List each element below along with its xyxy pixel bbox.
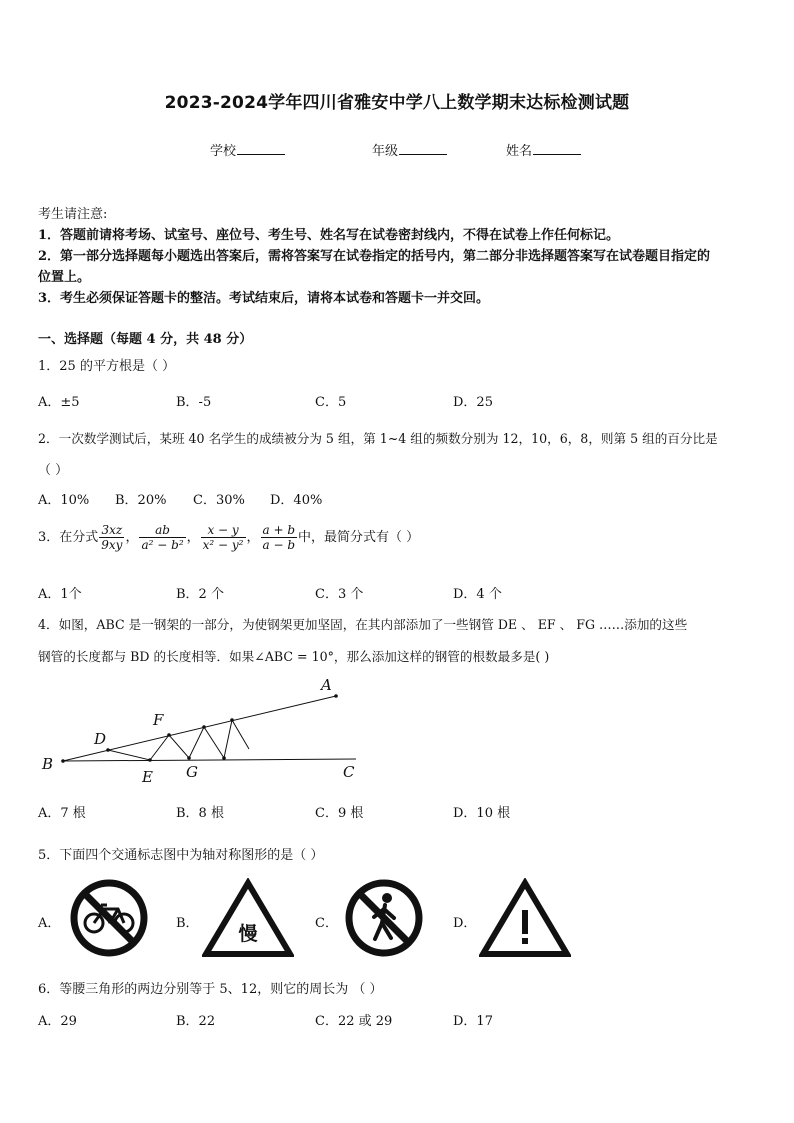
q4-steel-frame-figure [36,672,376,790]
q4-option-c: C．9 根 [315,806,364,821]
label-a: A [321,676,332,694]
q4-option-d: D．10 根 [453,806,511,821]
no-pedestrian-icon [343,877,425,959]
label-g: G [186,763,198,781]
q2-stem: 2．一次数学测试后，某班 40 名学生的成绩被分为 5 组，第 1~4 组的频数分别为 12，10，6，8，则第 5 组的百分比是 [38,431,718,446]
label-b: B [42,755,54,773]
school-field [210,140,285,159]
notice-item-3: 3．考生必须保证答题卡的整洁。考试结束后，请将本试卷和答题卡一并交回。 [38,291,490,306]
warning-sign-icon [479,878,571,958]
q1-option-a: A．±5 [38,395,80,410]
q3-stem: 3．在分式 $\frac{3xz}{9xy}$ ， $\frac{ab}{\text{a² − b²}}$ ， $\frac{x - y}{\text{x² − y²}}$ ， $\frac{a + b}{a - b}$ 中，最简分式有（ ） [38,523,420,552]
q5-stem: 5．下面四个交通标志图中为轴对称图形的是（ ） [38,848,324,863]
school-label: 学校 [210,144,237,159]
added-tubes [108,720,249,760]
q6-option-c: C．22 或 29 [315,1014,393,1029]
q5-option-b: B． [176,916,199,931]
q3-suffix: 中，最简分式有（ ） [298,530,420,545]
q3-fraction-1: $\frac{3xz}{9xy}$ [101,523,123,552]
q3-fraction-2: $\frac{ab}{\text{a² − b²}}$ [141,523,184,552]
q4-option-b: B．8 根 [176,806,224,821]
q5-option-d: D． [453,916,477,931]
q3-prefix: 3．在分式 [38,530,99,545]
grade-field [372,140,447,159]
q3-option-b: B．2 个 [176,587,224,602]
q3-option-d: D．4 个 [453,587,502,602]
q5-option-a: A． [38,916,61,931]
section-heading: 一、选择题（每题 4 分，共 48 分） [38,332,253,347]
label-d: D [94,730,107,748]
q2-option-d: D．40% [270,493,323,508]
name-blank [533,142,581,155]
school-blank [237,142,285,155]
slow-sign-text: 慢 [238,923,258,945]
q6-option-b: B．22 [176,1014,216,1029]
q2-option-b: B．20% [115,493,167,508]
notice-item-1: 1．答题前请将考场、试室号、座位号、考生号、姓名写在试卷密封线内，不得在试卷上作任何标记。 [38,228,620,243]
q6-option-a: A．29 [38,1014,77,1029]
page-title: 2023-2024学年四川省雅安中学八上数学期末达标检测试题 [164,93,630,113]
q1-option-b: B．-5 [176,395,212,410]
grade-blank [399,142,447,155]
q3-fraction-4: $\frac{a + b}{a - b}$ [262,523,296,552]
q2-option-a: A．10% [38,493,90,508]
grade-label: 年级 [372,144,399,159]
q4-stem-line1: 4．如图，ABC 是一钢架的一部分，为使钢架更加坚固，在其内部添加了一些钢管 DE 、 EF 、 FG ……添加的这些 [38,617,688,632]
label-e: E [142,768,153,786]
q3-option-c: C．3 个 [315,587,364,602]
no-bicycle-icon [68,877,150,959]
line-ba [63,696,336,761]
q1-stem: 1．25 的平方根是（ ） [38,359,176,374]
label-f: F [153,711,164,729]
notice-item-2-cont: 位置上。 [38,270,91,285]
q6-option-d: D．17 [453,1014,493,1029]
q5-option-c: C． [315,916,338,931]
q6-stem: 6．等腰三角形的两边分别等于 5、12，则它的周长为 （ ） [38,982,383,997]
name-label: 姓名 [506,144,533,159]
line-bc [63,759,356,761]
q3-fraction-3: $\frac{x - y}{\text{x² − y²}}$ [202,523,244,552]
slow-sign-icon [202,878,294,958]
label-c: C [343,763,355,781]
q2-stem-cont: （ ） [38,463,69,478]
q4-stem-line2: 钢管的长度都与 BD 的长度相等．如果∠ABC = 10°，那么添加这样的钢管的根数最多是( ) [38,649,550,664]
q3-option-a: A．1个 [38,587,82,602]
q4-option-a: A．7 根 [38,806,86,821]
q1-option-d: D．25 [453,395,493,410]
q1-option-c: C．5 [315,395,347,410]
name-field [506,140,581,159]
q2-option-c: C．30% [193,493,245,508]
notice-heading: 考生请注意: [38,207,108,222]
notice-item-2: 2．第一部分选择题每小题选出答案后，需将答案写在试卷指定的括号内，第二部分非选择题答案写在试卷题目指定的 [38,249,711,264]
